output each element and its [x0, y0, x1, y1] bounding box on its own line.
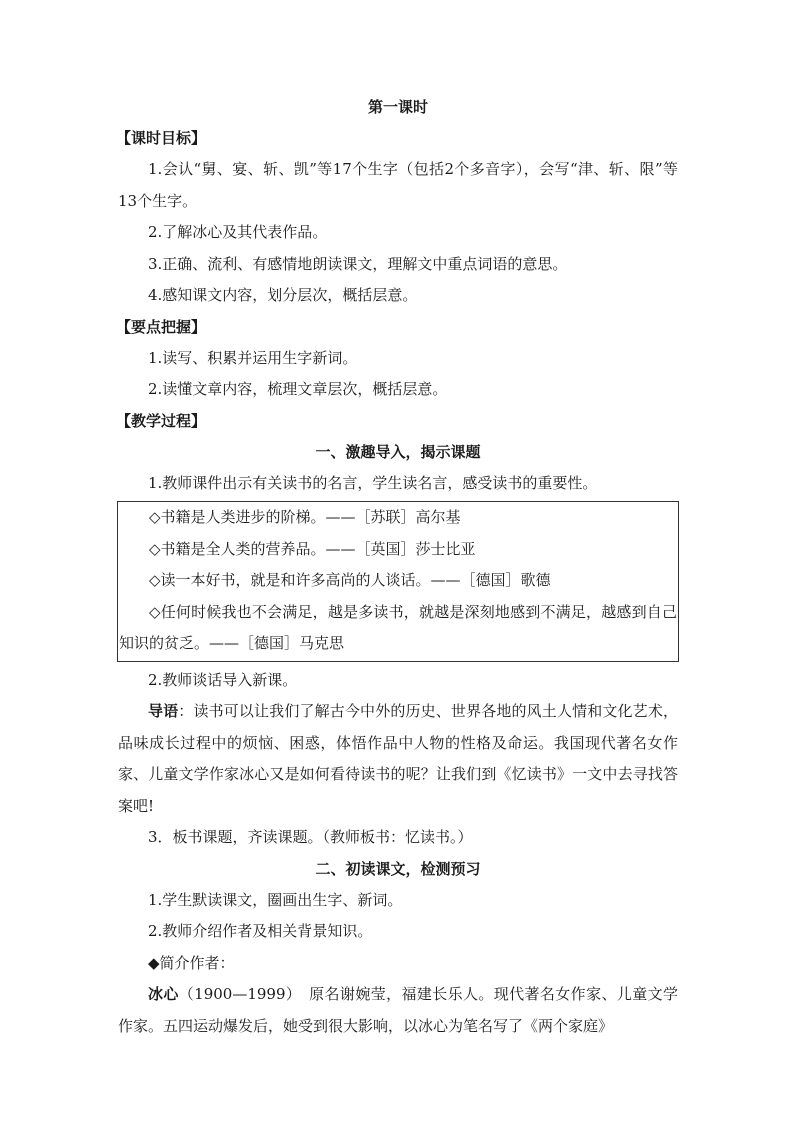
- quote-item: ◇书籍是人类进步的阶梯。——［苏联］高尔基: [149, 508, 461, 526]
- goal-item: 4.感知课文内容，划分层次，概括层意。: [148, 286, 418, 304]
- intro-text: ：读书可以让我们了解古今中外的历史、世界各地的风土人情和文化艺术，品味成长过程中的烦恼、困惑，体悟作品中人物的性格及命运。我国现代著名女作家、儿童文学作家冰心又是如何看待读书的呢？让我们到《忆读书》一文中去寻找答案吧!: [118, 702, 678, 815]
- quote-item: ◇任何时候我也不会满足，越是多读书，就越是深刻地感到不满足，越感到自己知识的贫乏。——［德国］马克思: [119, 602, 677, 652]
- part2-step2: 2.教师介绍作者及相关背景知识。: [148, 922, 373, 940]
- author-text: （1900—1999） 原名谢婉莹，福建长乐人。现代著名女作家、儿童文学作家。五四运动爆发后，她受到很大影响，以冰心为笔名写了《两个家庭》: [118, 985, 678, 1035]
- goal-item: 1.会认“舅、宴、斩、凯”等17个生字（包括2个多音字），会写“津、斩、限”等13个生字。: [118, 160, 678, 210]
- quotes-box: [117, 501, 679, 662]
- key-point-item: 1.读写、积累并运用生字新词。: [148, 348, 358, 367]
- section-key-points-heading: 【要点把握】: [116, 317, 207, 336]
- quote-item: ◇书籍是全人类的营养品。——［英国］莎士比亚: [149, 539, 476, 558]
- section-process-heading: 【教学过程】: [116, 411, 207, 430]
- lesson-title: 第一课时: [367, 98, 428, 116]
- intro-label: 导语: [148, 702, 179, 720]
- goal-item: 3.正确、流利、有感情地朗读课文，理解文中重点词语的意思。: [148, 254, 568, 273]
- part1-heading: 一、激趣导入，揭示课题: [315, 442, 481, 461]
- goal-item: 2.了解冰心及其代表作品。: [148, 223, 328, 241]
- intro-paragraph: [118, 696, 678, 822]
- author-paragraph: [118, 979, 678, 1042]
- quote-item: ◇读一本好书，就是和许多高尚的人谈话。——［德国］歌德: [149, 571, 551, 589]
- author-heading: ◆简介作者：: [148, 953, 235, 972]
- key-point-item: 2.读懂文章内容，梳理文章层次，概括层意。: [148, 380, 448, 398]
- part2-heading: 二、初读课文，检测预习: [315, 859, 481, 878]
- part2-step1: 1.学生默读课文，圈画出生字、新词。: [148, 890, 403, 909]
- part1-step2: 2.教师谈话导入新课。: [148, 670, 298, 689]
- part1-step1: 1.教师课件出示有关读书的名言，学生读名言，感受读书的重要性。: [148, 473, 598, 492]
- part1-step3: 3．板书课题，齐读课题。（教师板书：忆读书。）: [148, 828, 473, 846]
- section-goals-heading: 【课时目标】: [116, 129, 207, 147]
- document-page: [118, 92, 678, 1042]
- author-name: 冰心: [148, 985, 179, 1003]
